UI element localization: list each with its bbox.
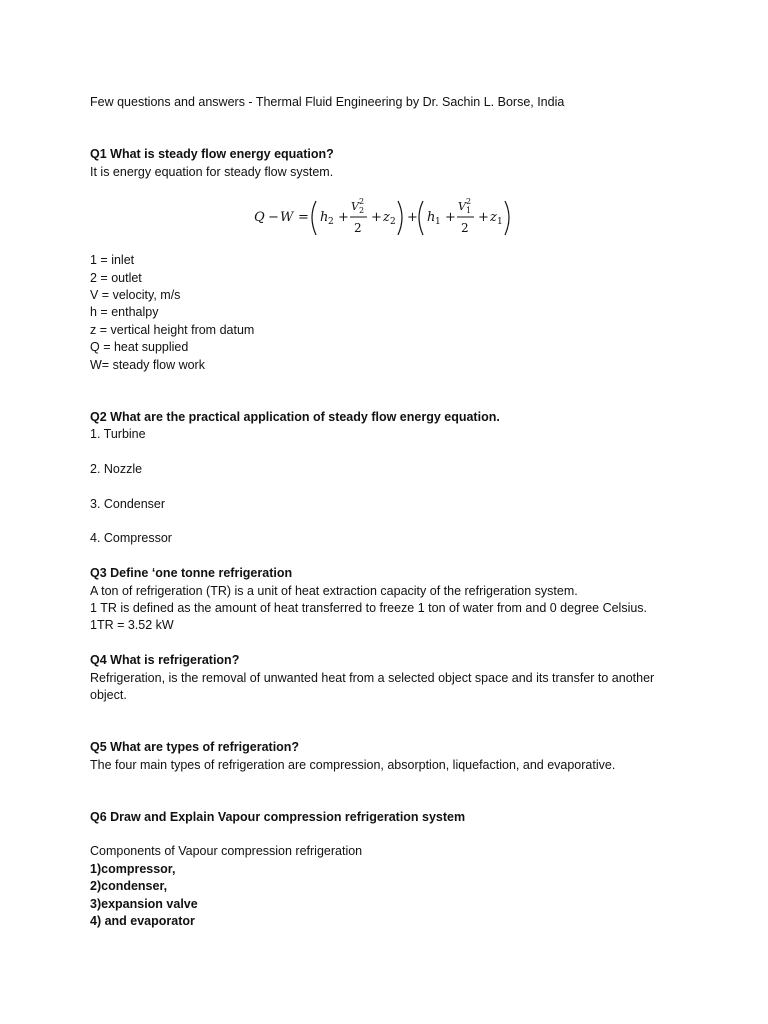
q6-question: Q6 Draw and Explain Vapour compression refrigeration system <box>90 809 466 824</box>
svg-text:=: = <box>298 210 309 226</box>
svg-text:h: h <box>320 210 329 226</box>
svg-text:+: + <box>338 210 349 226</box>
q2-item: 4. Compressor <box>90 531 172 546</box>
svg-text:1: 1 <box>497 217 503 228</box>
q5-question: Q5 What are types of refrigeration? <box>90 740 300 755</box>
svg-text:1: 1 <box>435 217 441 228</box>
svg-text:+: + <box>371 210 382 226</box>
q6-component: 2)condenser, <box>90 879 168 894</box>
svg-text:2: 2 <box>354 221 362 236</box>
svg-text:2: 2 <box>461 221 469 236</box>
svg-text:2: 2 <box>390 217 396 228</box>
definition-line: h = enthalpy <box>90 305 159 320</box>
q3-question: Q3 Define ‘one tonne refrigeration <box>90 566 293 581</box>
q4-question: Q4 What is refrigeration? <box>90 653 240 668</box>
svg-text:h: h <box>427 210 436 226</box>
q5-answer: The four main types of refrigeration are compression, absorption, liquefaction, and evaporative. <box>90 757 616 772</box>
svg-text:z: z <box>490 210 497 226</box>
svg-text:2: 2 <box>359 206 365 216</box>
q6-intro: Components of Vapour compression refrigeration <box>90 844 363 859</box>
svg-text:2: 2 <box>466 197 472 207</box>
q1-answer: It is energy equation for steady flow system. <box>90 164 334 179</box>
q3-line: 1 TR is defined as the amount of heat transferred to freeze 1 ton of water from and 0 degree Celsius. <box>90 600 648 615</box>
svg-text:+: + <box>478 210 489 226</box>
q1-definitions <box>90 252 690 374</box>
definition-line: W= steady flow work <box>90 357 205 372</box>
document-page <box>90 94 690 930</box>
svg-text:1: 1 <box>466 206 472 216</box>
q2-item: 3. Condenser <box>90 496 166 511</box>
equation-graphic <box>250 189 530 245</box>
svg-text:+: + <box>407 210 418 226</box>
svg-text:Q: Q <box>254 210 265 226</box>
q2-item: 2. Nozzle <box>90 461 143 476</box>
q6-component: 4) and evaporator <box>90 914 195 929</box>
definition-line: 1 = inlet <box>90 253 135 268</box>
svg-text:2: 2 <box>359 197 365 207</box>
svg-text:V: V <box>458 200 466 214</box>
q2-item: 1. Turbine <box>90 427 146 442</box>
svg-text:V: V <box>351 200 359 214</box>
svg-text:−: − <box>268 210 279 226</box>
q1-question: Q1 What is steady flow energy equation? <box>90 147 334 162</box>
q4-answer: Refrigeration, is the removal of unwanted heat from a selected object space and its transfer to another object. <box>90 670 655 702</box>
svg-text:W: W <box>280 210 294 226</box>
definition-line: z = vertical height from datum <box>90 322 255 337</box>
svg-text:+: + <box>445 210 456 226</box>
q3-line: 1TR = 3.52 kW <box>90 618 174 633</box>
svg-text:z: z <box>383 210 390 226</box>
q2-question: Q2 What are the practical application of steady flow energy equation. <box>90 409 500 424</box>
definition-line: Q = heat supplied <box>90 340 189 355</box>
q6-component: 3)expansion valve <box>90 896 198 911</box>
steady-flow-energy-equation <box>90 189 690 245</box>
definition-line: V = velocity, m/s <box>90 287 181 302</box>
q6-component: 1)compressor, <box>90 861 176 876</box>
document-title: Few questions and answers - Thermal Fluid Engineering by Dr. Sachin L. Borse, India <box>90 95 565 109</box>
svg-text:2: 2 <box>328 217 334 228</box>
q3-line: A ton of refrigeration (TR) is a unit of heat extraction capacity of the refrigeration system. <box>90 583 578 598</box>
definition-line: 2 = outlet <box>90 270 142 285</box>
